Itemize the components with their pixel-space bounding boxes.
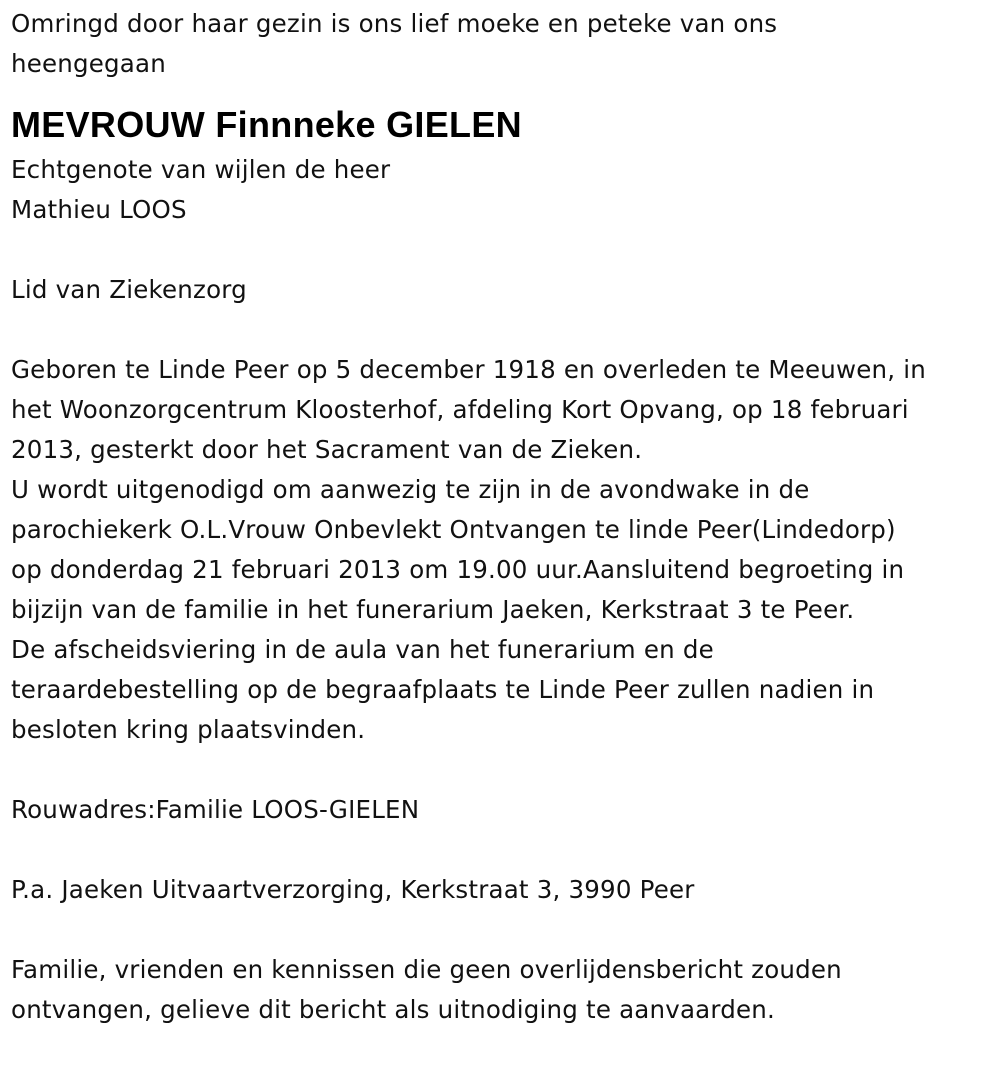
intro-paragraph bbox=[11, 4, 984, 84]
details-line: parochiekerk O.L.Vrouw Onbevlekt Ontvangen te linde Peer(Lindedorp) bbox=[11, 515, 896, 544]
spacer bbox=[11, 230, 984, 270]
details-line: op donderdag 21 februari 2013 om 19.00 uur.Aansluitend begroeting in bbox=[11, 555, 905, 584]
spacer bbox=[11, 910, 984, 950]
closing-line: ontvangen, gelieve dit bericht als uitnodiging te aanvaarden. bbox=[11, 995, 775, 1024]
deceased-name: MEVROUW Finnneke GIELEN bbox=[11, 104, 522, 145]
details-line: De afscheidsviering in de aula van het funerarium en de bbox=[11, 635, 714, 664]
care-of-address: P.a. Jaeken Uitvaartverzorging, Kerkstraat 3, 3990 Peer bbox=[11, 875, 695, 904]
spacer bbox=[11, 750, 984, 790]
spouse-paragraph bbox=[11, 150, 984, 230]
details-line: besloten kring plaatsvinden. bbox=[11, 715, 366, 744]
spouse-line: Echtgenote van wijlen de heer bbox=[11, 155, 391, 184]
details-paragraph bbox=[11, 350, 984, 750]
mourning-address: Rouwadres:Familie LOOS-GIELEN bbox=[11, 795, 420, 824]
intro-line: heengegaan bbox=[11, 49, 166, 78]
closing-paragraph bbox=[11, 950, 984, 1030]
details-line: U wordt uitgenodigd om aanwezig te zijn in de avondwake in de bbox=[11, 475, 810, 504]
spacer bbox=[11, 310, 984, 350]
obituary-notice bbox=[11, 4, 984, 1030]
spouse-line: Mathieu LOOS bbox=[11, 195, 187, 224]
membership-text: Lid van Ziekenzorg bbox=[11, 275, 247, 304]
details-line: Geboren te Linde Peer op 5 december 1918 en overleden te Meeuwen, in bbox=[11, 355, 926, 384]
intro-line: Omringd door haar gezin is ons lief moeke en peteke van ons bbox=[11, 9, 778, 38]
details-line: het Woonzorgcentrum Kloosterhof, afdeling Kort Opvang, op 18 februari bbox=[11, 395, 909, 424]
details-line: teraardebestelling op de begraafplaats te Linde Peer zullen nadien in bbox=[11, 675, 875, 704]
spacer bbox=[11, 830, 984, 870]
details-line: 2013, gesterkt door het Sacrament van de Zieken. bbox=[11, 435, 643, 464]
closing-line: Familie, vrienden en kennissen die geen overlijdensbericht zouden bbox=[11, 955, 842, 984]
details-line: bijzijn van de familie in het funerarium Jaeken, Kerkstraat 3 te Peer. bbox=[11, 595, 855, 624]
